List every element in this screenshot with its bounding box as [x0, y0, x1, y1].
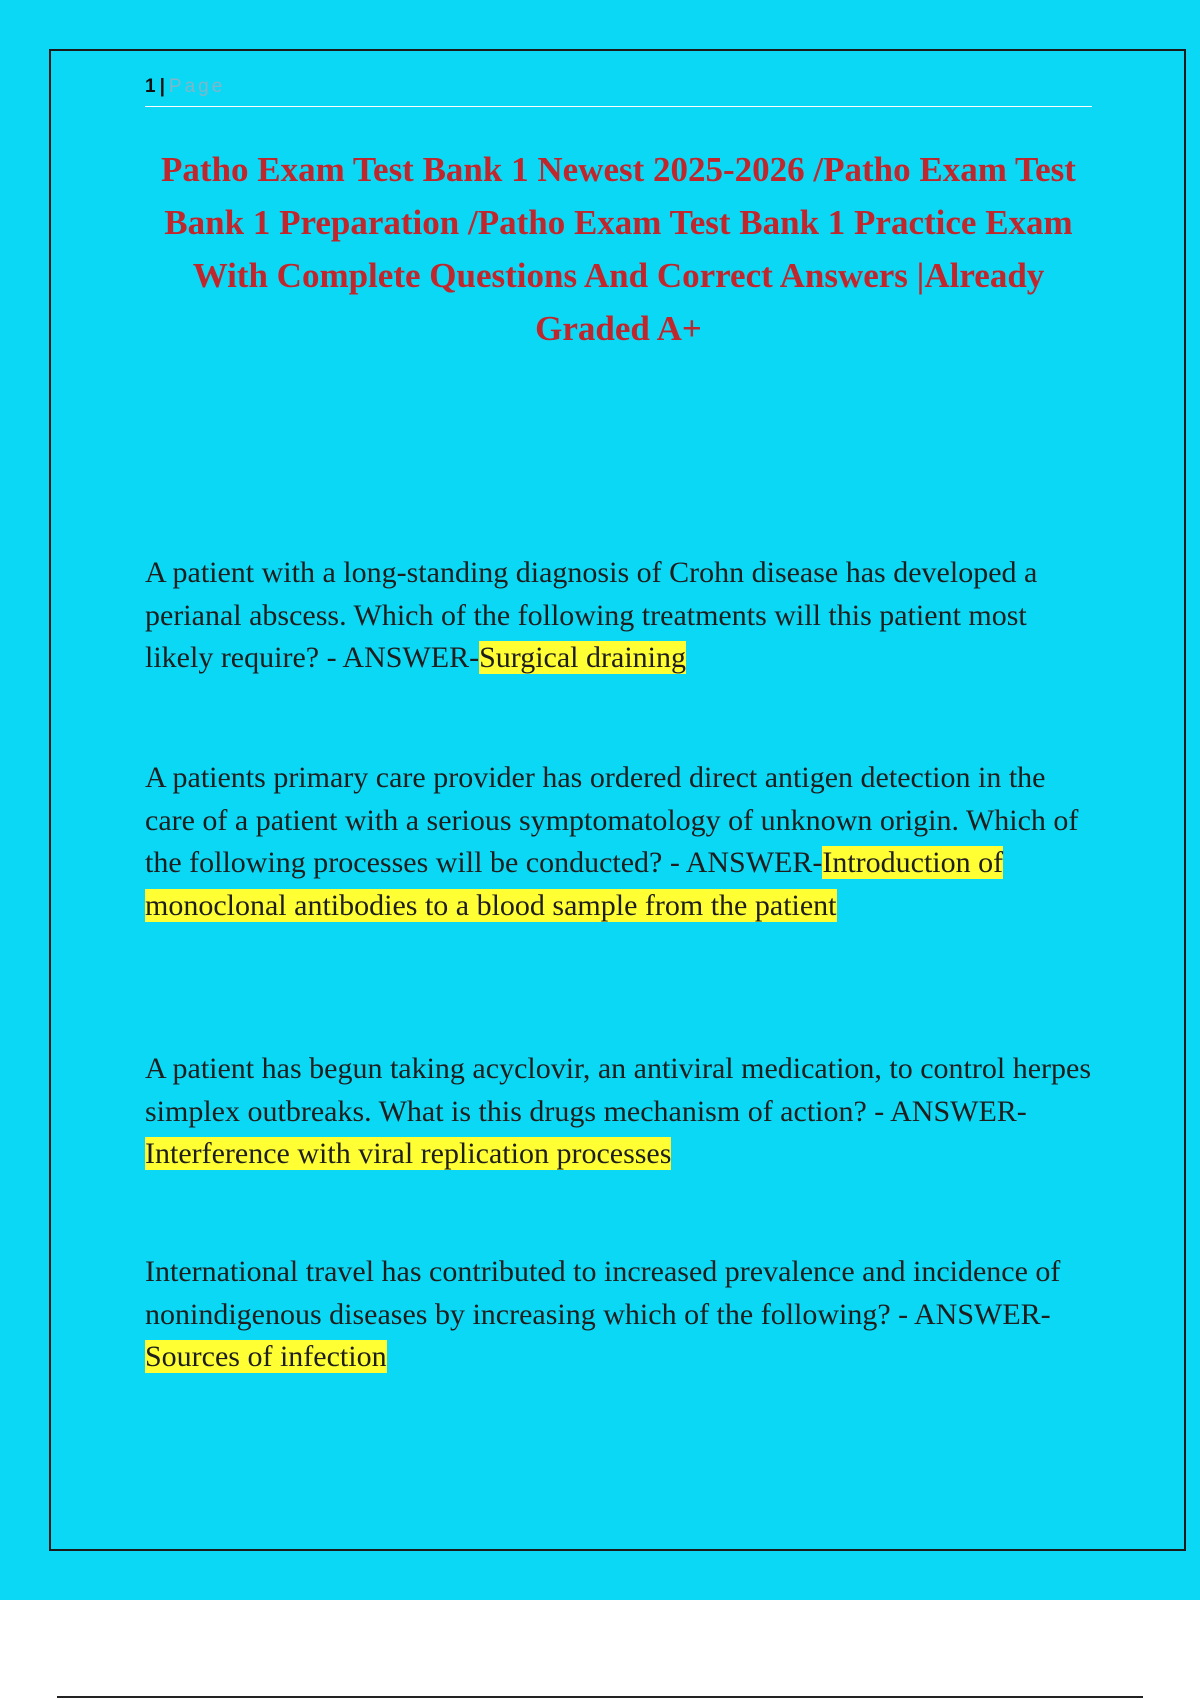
question-text: International travel has contributed to increased prevalence and incidence of nonindigenous diseases by increasing which of the following? - ANSWER- [145, 1255, 1061, 1331]
answer-text: Interference with viral replication processes [145, 1137, 672, 1170]
answer-text: Introduction of monoclonal antibodies to a blood sample from the patient [145, 846, 1004, 922]
question-block [145, 757, 1092, 927]
next-page-divider [57, 1696, 1143, 1698]
page-label: Page [168, 76, 226, 97]
question-text: A patient has begun taking acyclovir, an antiviral medication, to control herpes simplex outbreaks. What is this drugs mechanism of action? - ANSWER- [145, 1052, 1092, 1128]
page-separator: | [159, 76, 165, 97]
question-block [145, 552, 1092, 680]
answer-text: Surgical draining [479, 641, 686, 674]
page-number: 1 [145, 76, 156, 97]
answer-text: Sources of infection [145, 1340, 387, 1373]
question-text: A patients primary care provider has ordered direct antigen detection in the care of a patient with a serious symptomatology of unknown origin. Which of the following processes will be conducted? - ANSWER- [145, 761, 1079, 879]
page-header [145, 74, 1092, 107]
question-block [145, 1251, 1092, 1379]
question-block [145, 1048, 1092, 1176]
document-title: Patho Exam Test Bank 1 Newest 2025-2026 /Patho Exam Test Bank 1 Preparation /Patho Exam Test Bank 1 Practice Exam With Complete Questions And Correct Answers |Already Graded A+ [161, 150, 1076, 348]
question-text: A patient with a long-standing diagnosis of Crohn disease has developed a perianal abscess. Which of the following treatments will this patient most likely require? - ANSWER- [145, 556, 1038, 674]
